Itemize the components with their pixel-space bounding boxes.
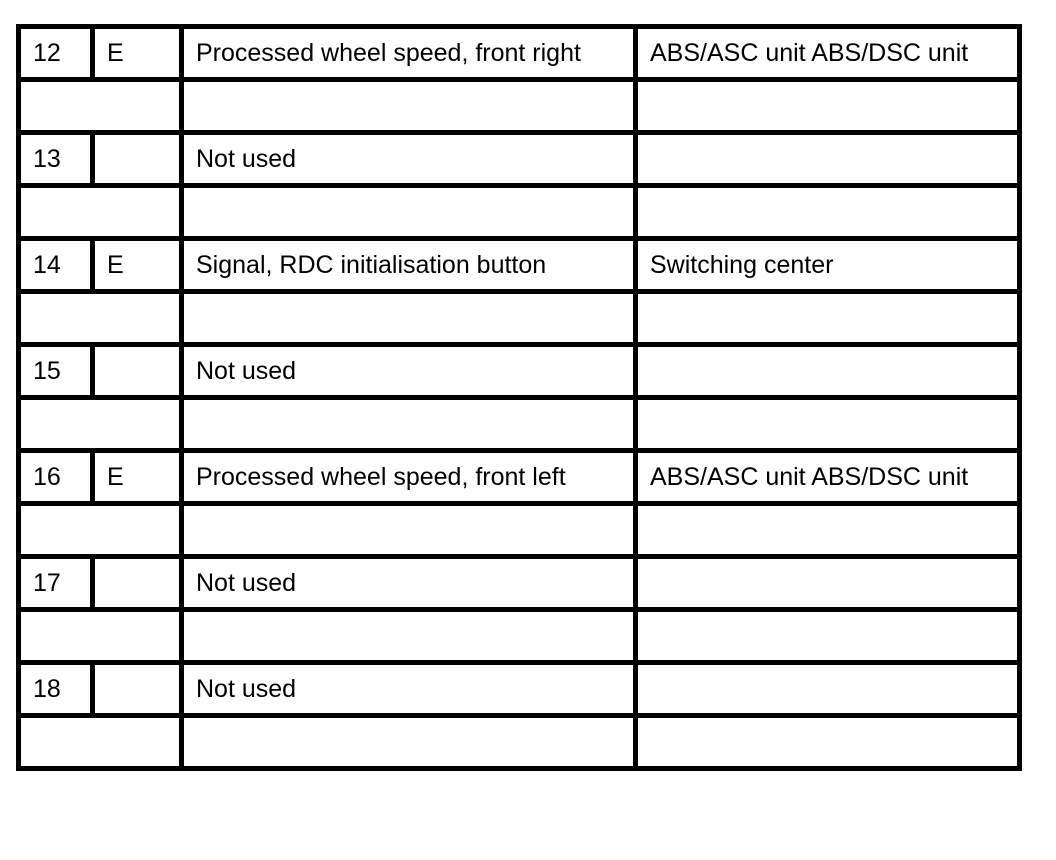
table-row (19, 451, 1020, 504)
empty-cell (19, 398, 182, 451)
spacer-row (19, 504, 1020, 557)
empty-cell (182, 292, 636, 345)
empty-cell (182, 716, 636, 769)
empty-cell (636, 80, 1020, 133)
pin-table-body (19, 27, 1020, 769)
pin-connection (636, 557, 1020, 610)
spacer-row (19, 292, 1020, 345)
pin-type: E (93, 27, 182, 80)
table-row (19, 663, 1020, 716)
pin-connection (636, 663, 1020, 716)
spacer-row (19, 610, 1020, 663)
table-row (19, 133, 1020, 186)
pin-description: Not used (182, 345, 636, 398)
empty-cell (19, 292, 182, 345)
empty-cell (182, 80, 636, 133)
empty-cell (636, 716, 1020, 769)
pin-number: 17 (19, 557, 93, 610)
table-row (19, 557, 1020, 610)
pin-type (93, 663, 182, 716)
pin-description: Processed wheel speed, front left (182, 451, 636, 504)
empty-cell (19, 610, 182, 663)
pin-connection (636, 345, 1020, 398)
pin-connection: ABS/ASC unit ABS/DSC unit (636, 27, 1020, 80)
pin-description: Signal, RDC initialisation button (182, 239, 636, 292)
pin-type (93, 133, 182, 186)
pin-number: 18 (19, 663, 93, 716)
pin-number: 14 (19, 239, 93, 292)
pin-connection (636, 133, 1020, 186)
empty-cell (636, 186, 1020, 239)
spacer-row (19, 80, 1020, 133)
table-row (19, 27, 1020, 80)
table-row (19, 239, 1020, 292)
pin-number: 16 (19, 451, 93, 504)
pin-connection: ABS/ASC unit ABS/DSC unit (636, 451, 1020, 504)
empty-cell (19, 504, 182, 557)
pin-assignment-table (16, 24, 1022, 771)
pin-description: Not used (182, 663, 636, 716)
pin-connection: Switching center (636, 239, 1020, 292)
empty-cell (182, 504, 636, 557)
pin-number: 12 (19, 27, 93, 80)
pin-type: E (93, 451, 182, 504)
empty-cell (19, 716, 182, 769)
empty-cell (182, 398, 636, 451)
empty-cell (19, 186, 182, 239)
pin-description: Not used (182, 133, 636, 186)
pin-number: 13 (19, 133, 93, 186)
empty-cell (182, 610, 636, 663)
empty-cell (636, 504, 1020, 557)
spacer-row (19, 398, 1020, 451)
empty-cell (636, 292, 1020, 345)
table-row (19, 345, 1020, 398)
pin-number: 15 (19, 345, 93, 398)
spacer-row (19, 186, 1020, 239)
pin-description: Not used (182, 557, 636, 610)
spacer-row (19, 716, 1020, 769)
empty-cell (636, 610, 1020, 663)
pin-type: E (93, 239, 182, 292)
pin-description: Processed wheel speed, front right (182, 27, 636, 80)
pin-type (93, 345, 182, 398)
empty-cell (636, 398, 1020, 451)
empty-cell (19, 80, 182, 133)
empty-cell (182, 186, 636, 239)
pin-type (93, 557, 182, 610)
